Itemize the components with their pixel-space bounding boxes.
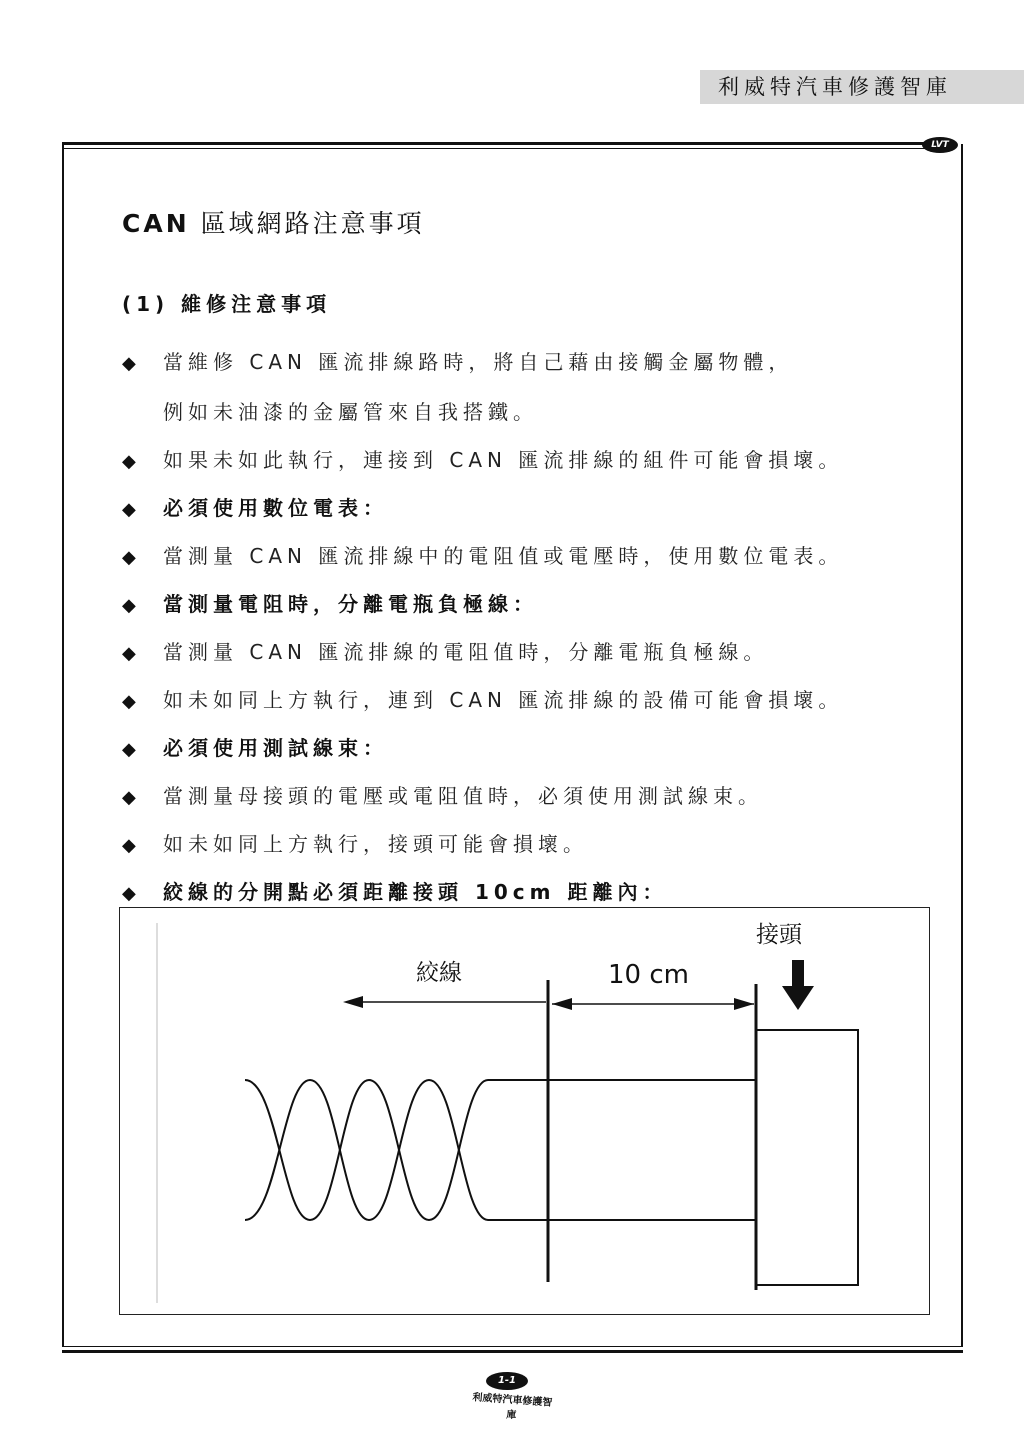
distance-arrow-right-head-icon [734,998,754,1010]
diamond-bullet-icon: ◆ [122,547,136,568]
diamond-bullet-icon: ◆ [122,835,136,856]
diamond-bullet-icon: ◆ [122,451,136,472]
list-item [122,540,843,569]
list-item-text: 如果未如此執行，連接到 CAN 匯流排線的組件可能會損壞。 [163,448,844,472]
footer-brand: 利威特汽車修護智庫 [472,1392,553,1422]
list-item-heading [122,876,667,905]
twisted-label: 絞線 [416,960,462,986]
list-item-heading [122,492,388,521]
twisted-arrow-head-icon [343,996,363,1008]
list-item-text: 必須使用數位電表： [163,496,388,520]
footer-rule-thick [62,1350,963,1353]
list-item-text: 當測量 CAN 匯流排線的電阻值時，分離電瓶負極線。 [163,640,769,664]
page-title [122,204,425,240]
list-item-continuation: 例如未油漆的金屬管來自我搭鐵。 [163,400,538,424]
diagram-canvas [120,908,931,1316]
diamond-bullet-icon: ◆ [122,691,136,712]
section-heading [122,288,331,317]
twisted-wire-lower [245,1080,756,1220]
twisted-pair-diagram [119,907,930,1315]
footer-rule-thin [62,1346,963,1347]
page-number-badge: 1-1 [486,1372,528,1390]
diamond-bullet-icon: ◆ [122,739,136,760]
list-item-heading [122,732,388,761]
list-item-heading [122,588,538,617]
list-item [122,444,843,473]
section-number: (1) [122,292,170,316]
list-item [122,780,763,809]
connector-pointer-arrow-icon [782,960,814,1010]
list-item [122,346,793,375]
distance-label: 10 cm [608,960,689,990]
list-item-text: 必須使用測試線束： [163,736,388,760]
diamond-bullet-icon: ◆ [122,353,136,374]
diamond-bullet-icon: ◆ [122,499,136,520]
connector-label: 接頭 [756,922,802,948]
twisted-wire-upper [245,1080,756,1220]
diamond-bullet-icon: ◆ [122,883,136,904]
lvt-logo: LVT [922,137,958,153]
connector-body [756,1030,858,1285]
list-item-text: 絞線的分開點必須距離接頭 10cm 距離內： [163,880,668,904]
list-item-text: 當測量母接頭的電壓或電阻值時，必須使用測試線束。 [163,784,763,808]
list-item-text: 當維修 CAN 匯流排線路時，將自己藉由接觸金屬物體， [163,350,794,374]
brand-header: 利威特汽車修護智庫 [700,70,1024,104]
list-item [122,684,843,713]
diamond-bullet-icon: ◆ [122,595,136,616]
section-label: 維修注意事項 [181,292,332,316]
diamond-bullet-icon: ◆ [122,787,136,808]
list-item [122,636,768,665]
title-text: 區域網路注意事項 [189,209,425,238]
list-item-text: 如未如同上方執行，連到 CAN 匯流排線的設備可能會損壞。 [163,688,844,712]
title-prefix: CAN [122,209,190,238]
list-item [122,828,588,857]
diamond-bullet-icon: ◆ [122,643,136,664]
list-item-text: 如未如同上方執行，接頭可能會損壞。 [163,832,588,856]
list-item-text: 當測量電阻時，分離電瓶負極線： [163,592,538,616]
list-item-text: 當測量 CAN 匯流排線中的電阻值或電壓時，使用數位電表。 [163,544,844,568]
distance-arrow-left-head-icon [552,998,572,1010]
